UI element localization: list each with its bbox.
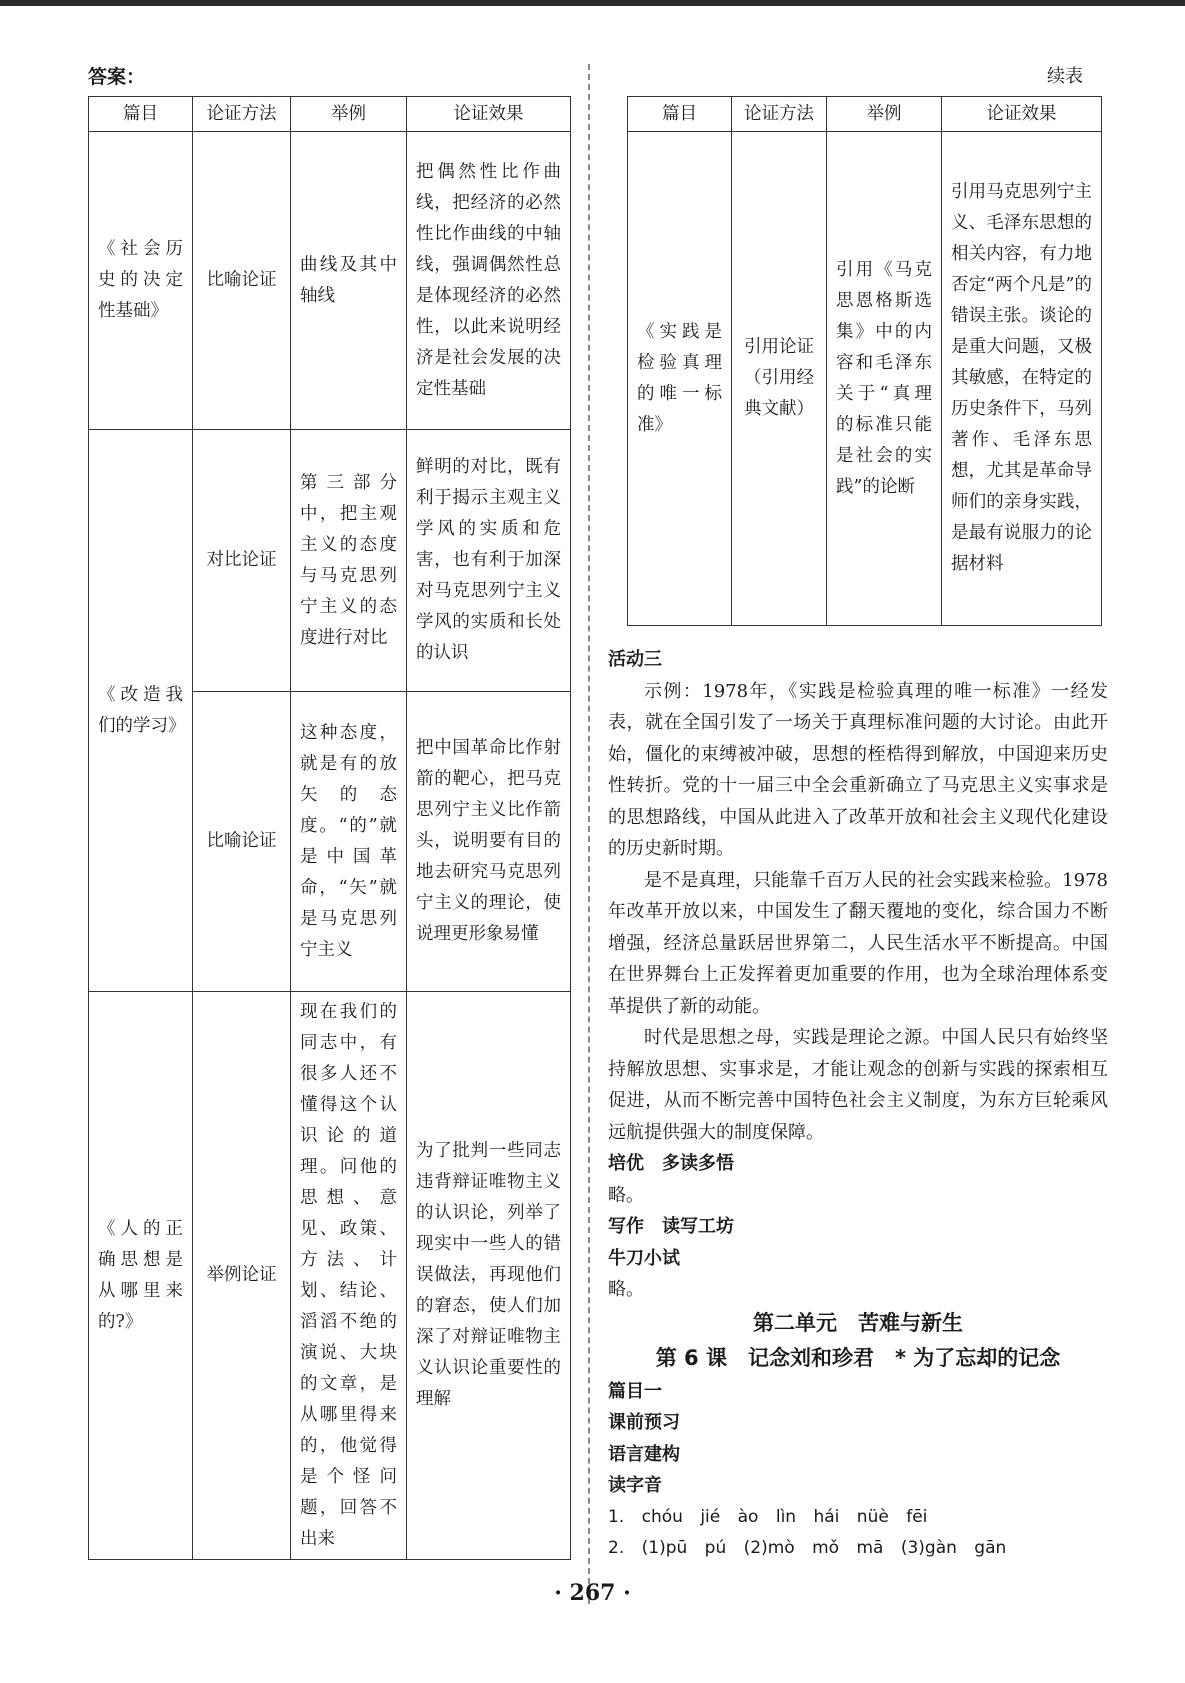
activity3-paragraph: 示例：1978年，《实践是检验真理的唯一标准》一经发表，就在全国引发了一场关于真理标准问题的大讨论。由此开始，僵化的束缚被冲破，思想的桎梏得到解放，中国迎来历史性转折。党的十一届三中全会重新确立了马克思主义实事求是的思想路线，中国从此进入了改革开放和社会主义现代化建设的历史新时期。 xyxy=(608,680,1108,859)
row-method: 引用论证（引用经典文献） xyxy=(732,132,827,626)
table-row xyxy=(628,132,1102,626)
table-header-row xyxy=(628,97,1102,132)
row-effect: 把中国革命比作射箭的靶心，把马克思列宁主义比作箭头，说明要有目的地去研究马克思列宁主义的理论，使说理更形象易懂 xyxy=(407,692,571,992)
row-example: 现在我们的同志中，有很多人还不懂得这个认识论的道理。问他的思想、意见、政策、方法、计划、结论、滔滔不绝的演说、大块的文章，是从哪里得来的，他觉得是个怪问题，回答不出来 xyxy=(291,992,407,1560)
table-header-row xyxy=(89,97,571,132)
xiezuo-sub: 牛刀小试 xyxy=(608,1247,680,1269)
right-column-text xyxy=(608,644,1108,1565)
column-divider xyxy=(588,64,590,1604)
peiyou-heading: 培优 多读多悟 xyxy=(608,1153,734,1174)
lesson-item: 篇目一 xyxy=(608,1380,662,1402)
lesson-item: 语言建构 xyxy=(608,1443,680,1465)
row-title: 《实践是检验真理的唯一标准》 xyxy=(628,132,732,626)
header-effect: 论证效果 xyxy=(942,97,1102,132)
pinyin-line: 1. chóu jié ào lìn hái nüè fēi xyxy=(608,1506,928,1527)
header-method: 论证方法 xyxy=(732,97,827,132)
pinyin-line: 2. (1)pū pú (2)mò mǒ mā (3)gàn gān xyxy=(608,1538,1007,1558)
lesson-item: 读字音 xyxy=(608,1475,662,1496)
xiezuo-heading: 写作 读写工坊 xyxy=(608,1216,734,1237)
header-effect: 论证效果 xyxy=(407,97,571,132)
row-example: 引用《马克思恩格斯选集》中的内容和毛泽东关于“真理的标准只能是社会的实践”的论断 xyxy=(827,132,942,626)
peiyou-answer: 略。 xyxy=(608,1184,644,1206)
table-row xyxy=(89,132,571,430)
activity3-paragraph: 时代是思想之母，实践是理论之源。中国人民只有始终坚持解放思想、实事求是，才能让观念的创新与实践的探索相互促进，从而不断完善中国特色社会主义制度，为东方巨轮乘风远航提供强大的制度保障。 xyxy=(608,1027,1108,1143)
row-title: 《人的正确思想是从哪里来的?》 xyxy=(89,992,193,1560)
header-title: 篇目 xyxy=(89,97,193,132)
lesson-item: 课前预习 xyxy=(608,1412,680,1433)
right-argument-table xyxy=(627,96,1102,626)
top-edge-line xyxy=(0,0,1185,6)
row-method: 比喻论证 xyxy=(193,132,291,430)
header-example: 举例 xyxy=(291,97,407,132)
row-title: 《改造我们的学习》 xyxy=(89,430,193,992)
unit-title: 第二单元 苦难与新生 xyxy=(753,1310,963,1335)
row-method: 对比论证 xyxy=(193,430,291,692)
row-method: 比喻论证 xyxy=(193,692,291,992)
lesson-title: 第 6 课 记念刘和珍君 * 为了忘却的记念 xyxy=(655,1345,1061,1370)
row-example: 这种态度，就是有的放矢的态度。“的”就是中国革命，“矢”就是马克思列宁主义 xyxy=(291,692,407,992)
row-effect: 把偶然性比作曲线，把经济的必然性比作曲线的中轴线，强调偶然性总是体现经济的必然性，以此来说明经济是社会发展的决定性基础 xyxy=(407,132,571,430)
activity3-heading: 活动三 xyxy=(608,649,662,670)
left-argument-table xyxy=(88,96,571,1560)
row-effect: 引用马克思列宁主义、毛泽东思想的相关内容，有力地否定“两个凡是”的错误主张。谈论的是重大问题，又极其敏感，在特定的历史条件下，马列著作、毛泽东思想，尤其是革命导师们的亲身实践，是最有说服力的论据材料 xyxy=(942,132,1102,626)
row-effect: 为了批判一些同志违背辩证唯物主义的认识论，列举了现实中一些人的错误做法，再现他们的窘态，使人们加深了对辩证唯物主义认识论重要性的理解 xyxy=(407,992,571,1560)
header-method: 论证方法 xyxy=(193,97,291,132)
activity3-paragraph: 是不是真理，只能靠千百万人民的社会实践来检验。1978年改革开放以来，中国发生了翻天覆地的变化，综合国力不断增强，经济总量跃居世界第二，人民生活水平不断提高。中国在世界舞台上正发挥着更加重要的作用，也为全球治理体系变革提供了新的动能。 xyxy=(608,869,1108,1017)
row-example: 第三部分中，把主观主义的态度与马克思列宁主义的态度进行对比 xyxy=(291,430,407,692)
answer-label: 答案： xyxy=(88,66,146,88)
row-title: 《社会历史的决定性基础》 xyxy=(89,132,193,430)
xiezuo-answer: 略。 xyxy=(608,1279,644,1300)
row-method: 举例论证 xyxy=(193,992,291,1560)
header-example: 举例 xyxy=(827,97,942,132)
header-title: 篇目 xyxy=(628,97,732,132)
row-example: 曲线及其中轴线 xyxy=(291,132,407,430)
table-row xyxy=(89,992,571,1560)
table-row xyxy=(89,430,571,692)
continued-label: 续表 xyxy=(1047,66,1083,87)
page-number: · 267 · xyxy=(554,1580,631,1606)
row-effect: 鲜明的对比，既有利于揭示主观主义学风的实质和危害，也有利于加深对马克思列宁主义学风的实质和长处的认识 xyxy=(407,430,571,692)
